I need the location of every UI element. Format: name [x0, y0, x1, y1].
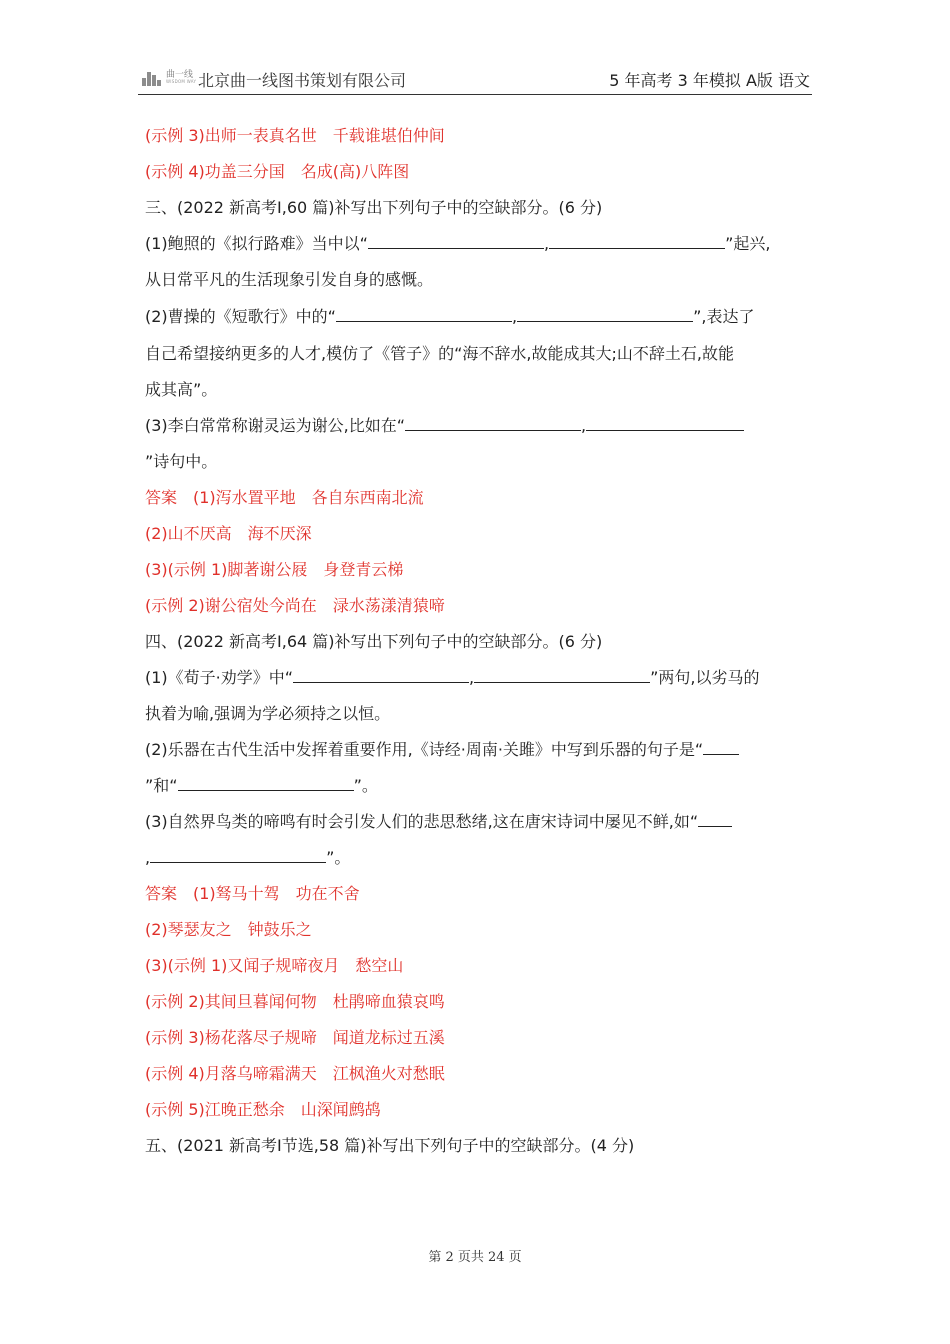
page-number: 第 2 页共 24 页 [428, 1250, 522, 1265]
question-line [145, 299, 754, 335]
question-text: ”和“ [145, 776, 178, 795]
question-text: ”,表达了 [693, 307, 755, 326]
question-heading: 五、(2021 新高考Ⅰ节选,58 篇)补写出下列句子中的空缺部分。(4 分) [145, 1136, 635, 1155]
question-line [145, 732, 739, 768]
question-text: (1)《荀子·劝学》中“ [145, 668, 294, 687]
question-line: ”诗句中。 [145, 452, 218, 471]
question-line: 自己希望接纳更多的人才,模仿了《管子》的“海不辞水,故能成其大;山不辞土石,故能 [145, 344, 734, 363]
fill-blank [150, 848, 326, 863]
question-text: ”。 [353, 776, 378, 795]
page-header [138, 64, 812, 95]
fill-blank [586, 416, 744, 431]
question-text: ”起兴, [725, 234, 771, 253]
question-line [145, 226, 770, 262]
fill-blank [698, 812, 732, 827]
fill-blank [474, 668, 650, 683]
answer-line: (3)(示例 1)又闻子规啼夜月 愁空山 [145, 956, 404, 975]
question-text: , [511, 307, 518, 326]
question-line [145, 660, 760, 696]
question-text: (3)自然界鸟类的啼鸣有时会引发人们的悲思愁绪,这在唐宋诗词中屡见不鲜,如“ [145, 812, 699, 831]
answer-line: (示例 4)月落乌啼霜满天 江枫渔火对愁眠 [145, 1064, 445, 1083]
question-line [145, 804, 732, 840]
book-title: 5 年高考 3 年模拟 A版 语文 [609, 71, 810, 90]
question-text: (3)李白常常称谢灵运为谢公,比如在“ [145, 416, 406, 435]
question-heading: 三、(2022 新高考Ⅰ,60 篇)补写出下列句子中的空缺部分。(6 分) [145, 198, 603, 217]
answer-line: (3)(示例 1)脚著谢公屐 身登青云梯 [145, 560, 404, 579]
question-line [145, 840, 350, 876]
fill-blank [336, 307, 512, 322]
answer-line: (示例 3)出师一表真名世 千载谁堪伯仲间 [145, 126, 445, 145]
question-text: , [543, 234, 550, 253]
fill-blank [293, 668, 469, 683]
question-line [145, 768, 378, 804]
answer-line: (示例 4)功盖三分国 名成(高)八阵图 [145, 162, 410, 181]
question-text: ”两句,以劣马的 [650, 668, 760, 687]
answer-line: (示例 3)杨花落尽子规啼 闻道龙标过五溪 [145, 1028, 445, 1047]
question-text: , [581, 416, 587, 435]
fill-blank [517, 307, 693, 322]
answer-line: (示例 2)其间旦暮闻何物 杜鹃啼血猿哀鸣 [145, 992, 445, 1011]
question-line [145, 408, 744, 444]
company-name: 北京曲一线图书策划有限公司 [198, 71, 407, 90]
answer-line: (2)山不厌高 海不厌深 [145, 524, 312, 543]
question-text: ”。 [326, 848, 351, 867]
question-line: 成其高”。 [145, 380, 218, 399]
fill-blank [549, 234, 725, 249]
answer-line: 答案 (1)泻水置平地 各自东西南北流 [145, 488, 424, 507]
publisher-logo [142, 66, 202, 90]
question-line: 执着为喻,强调为学必须持之以恒。 [145, 704, 391, 723]
fill-blank [405, 416, 581, 431]
answer-line: (示例 2)谢公宿处今尚在 渌水荡漾清猿啼 [145, 596, 445, 615]
fill-blank [368, 234, 544, 249]
question-text: (1)鲍照的《拟行路难》当中以“ [145, 234, 368, 253]
fill-blank [178, 776, 354, 791]
question-heading: 四、(2022 新高考Ⅰ,64 篇)补写出下列句子中的空缺部分。(6 分) [145, 632, 603, 651]
logo-buildings-icon [142, 72, 161, 86]
fill-blank [703, 740, 739, 755]
answer-line: (示例 5)江晚正愁余 山深闻鹧鸪 [145, 1100, 381, 1119]
answer-line: (2)琴瑟友之 钟鼓乐之 [145, 920, 312, 939]
question-text: (2)乐器在古代生活中发挥着重要作用,《诗经·周南·关雎》中写到乐器的句子是“ [145, 740, 704, 759]
question-text: , [145, 848, 151, 867]
question-text: (2)曹操的《短歌行》中的“ [145, 307, 336, 326]
answer-line: 答案 (1)驽马十驾 功在不舍 [145, 884, 360, 903]
logo-subtext: WISDOM WAY [166, 79, 197, 84]
question-text: , [469, 668, 475, 687]
question-line: 从日常平凡的生活现象引发自身的感慨。 [145, 270, 434, 289]
logo-text: 曲一线 [166, 70, 194, 80]
